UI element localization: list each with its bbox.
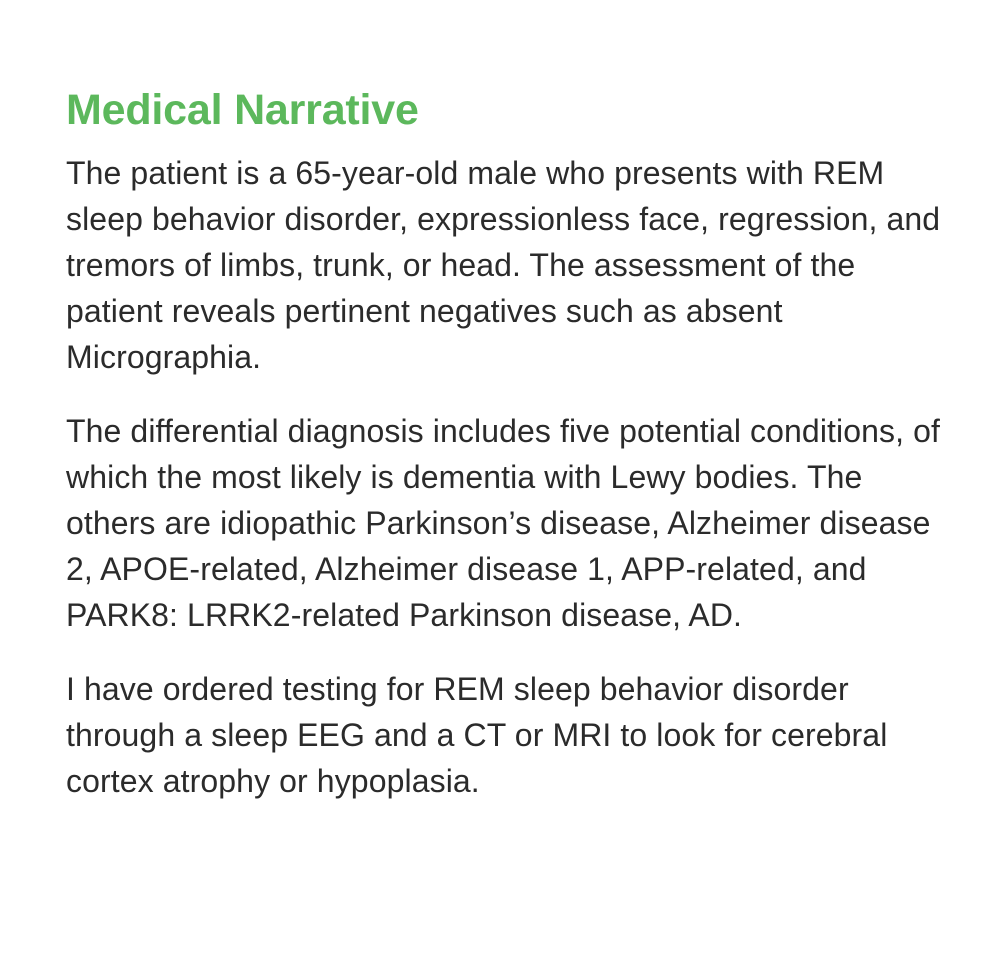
- narrative-content: [66, 86, 946, 804]
- narrative-paragraph-presentation: The patient is a 65-year-old male who presents with REM sleep behavior disorder, expressionless face, regression, and tremors of limbs, trunk, or head. The assessment of the patient reveals pertinent negatives such as absent Micrographia.: [66, 155, 941, 375]
- narrative-paragraph-testing-plan: I have ordered testing for REM sleep behavior disorder through a sleep EEG and a CT or MRI to look for cerebral cortex atrophy or hypoplasia.: [66, 671, 888, 799]
- narrative-paragraph-differential-diagnosis: The differential diagnosis includes five potential conditions, of which the most likely is dementia with Lewy bodies. The others are idiopathic Parkinson’s disease, Alzheimer disease 2, APOE-related, Alzheimer disease 1, APP-related, and PARK8: LRRK2-related Parkinson disease, AD.: [66, 413, 940, 633]
- page-title: Medical Narrative: [66, 86, 419, 134]
